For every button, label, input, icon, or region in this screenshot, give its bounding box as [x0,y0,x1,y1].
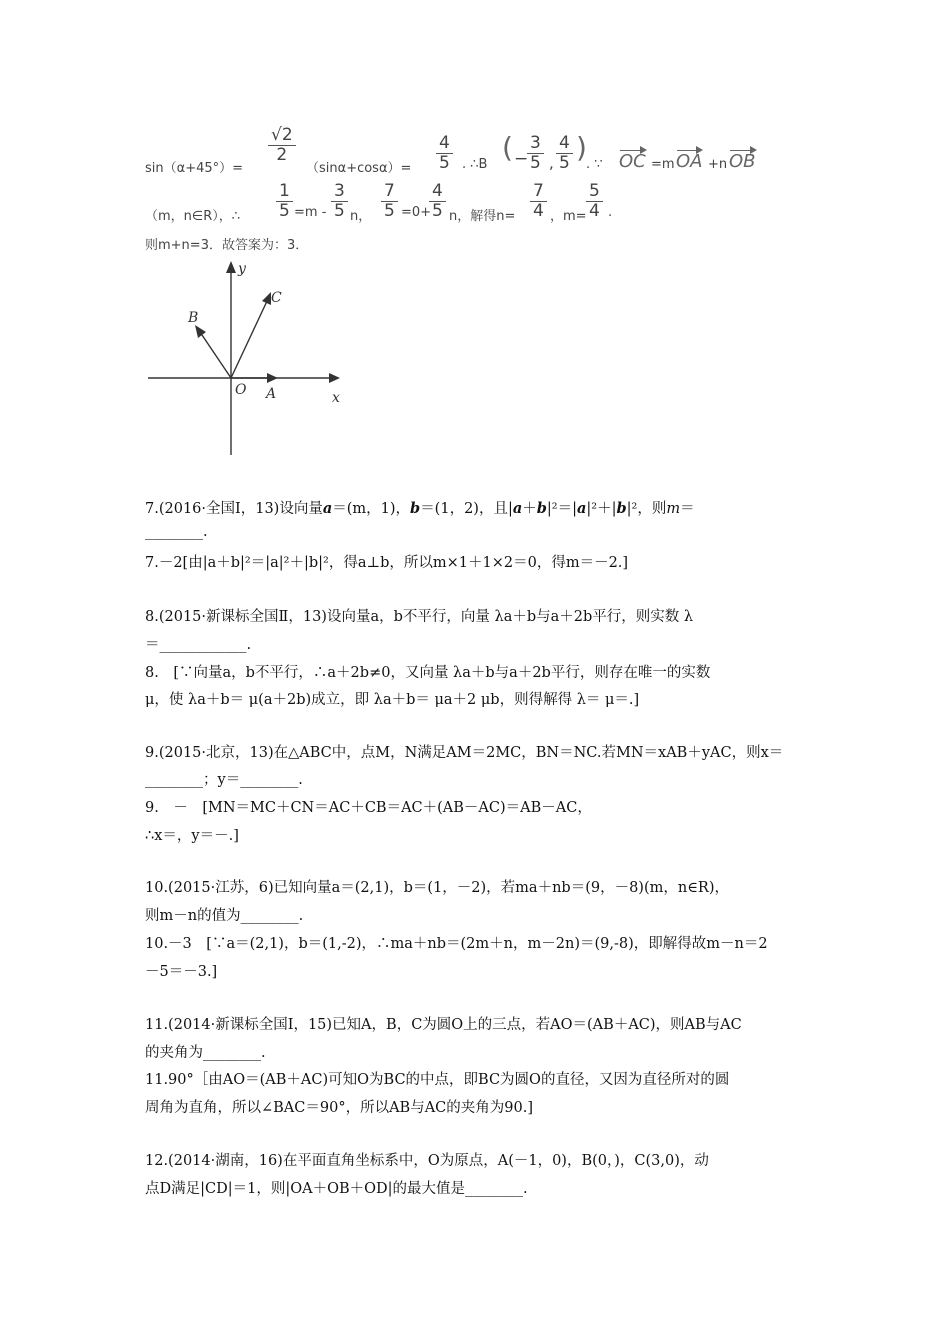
fraction-denominator: 5 [279,201,290,221]
problem-10-answer-line2: －5＝－3.] [145,964,218,980]
fraction-numerator: 4 [429,182,446,202]
problem-10-blank: 则m－n的值为________. [145,908,304,924]
variable-m: m [666,501,681,517]
question-text: |²＋| [586,501,617,517]
fraction-denominator: 4 [589,201,600,221]
problem-7-question [145,497,695,518]
fraction-numerator: 4 [436,134,453,154]
problem-10-question: 10.(2015·江苏，6)已知向量a＝(2,1)，b＝(1，－2)，若ma＋nb＝(9，－8)(m，n∈R)， [145,880,730,896]
point-C-label: C [271,290,282,306]
problem-10-answer-line1: 10.－3 [∵a＝(2,1)，b＝(1,-2)，∴ma＋nb＝(2m＋n，m－2n)＝(9,-8)，即解得故m－n＝2 [145,936,768,952]
origin-label: O [235,382,247,398]
plus-n: +n [708,157,728,172]
problem-12-question: 12.(2014·湖南，16)在平面直角坐标系中，O为原点，A(－1，0)，B(0，)，C(3,0)，动 [145,1153,709,1169]
fraction-numerator: 3 [527,134,544,154]
x-axis-arrow [329,373,340,383]
equals-m-minus: =m - [294,205,327,220]
problem-9-question: 9.(2015·北京，13)在△ABC中，点M，N满足AM＝2MC，BN＝NC.若MN＝xAB＋yAC，则x＝ [145,745,784,761]
y-label: y [238,261,246,277]
question-text: ＝(m，1)， [332,501,411,517]
because-sign: . ∵ [586,157,603,172]
problem-11-answer-line1: 11.90°［由AO＝(AB＋AC)可知O为BC的中点，即BC为圆O的直径，又因为直径所对的圆 [145,1072,730,1088]
problem-8-question: 8.(2015·新课标全国Ⅱ，13)设向量a，b不平行，向量 λa＋b与a＋2b平行，则实数 λ [145,609,694,625]
vector-a: a [576,500,587,517]
point-B-label: B [188,310,199,326]
fraction-denominator: 2 [276,145,288,165]
question-text: ＝ [680,501,695,517]
fraction-numerator: 4 [556,134,573,154]
sum-expression: （sinα+cosα）= [306,161,412,176]
fraction-denominator: 5 [384,201,395,221]
fraction-4-over-5 [436,134,453,173]
vector-OB: OB [729,151,756,172]
point-A-label: A [266,386,277,402]
question-text: ＋ [522,501,537,517]
y-axis-arrow [226,261,236,273]
fraction-4-over-5-c [429,182,446,221]
x-label: x [332,390,340,406]
fraction-numerator: 3 [331,182,348,202]
problem-9-answer-line2: ∴x＝，y＝－.] [145,828,239,844]
fraction-denominator: 5 [334,201,345,221]
fraction-5-over-4 [586,182,603,221]
n-comma: n， [350,209,372,224]
vector-B-arrow [195,325,206,338]
left-paren: ( [502,131,513,164]
n-solve: n，解得n= [449,209,516,224]
sin-expression: sin（α+45°）= [145,161,244,176]
fraction-numerator: √2 [268,126,296,146]
vector-OC: OC [619,151,646,172]
problem-7-blank: ________. [145,524,208,540]
comma: , [549,154,554,172]
equals-zero-plus: =0+ [401,205,432,220]
vector-diagram [140,255,360,465]
fraction-denominator: 5 [432,201,443,221]
problem-12-blank: 点D满足|CD|＝1，则|OA＋OB＋OD|的最大值是________. [145,1181,528,1197]
m-equals: ，m= [550,209,587,224]
fraction-7-over-4 [530,182,547,221]
vector-b: b [536,500,547,517]
minus-sign: − [514,149,529,169]
vector-a: a [322,500,333,517]
fraction-numerator: 5 [586,182,603,202]
conclusion-line: 则m+n=3．故答案为：3． [145,238,309,253]
fraction-numerator: 1 [276,182,293,202]
therefore-B: . ∴B [462,157,488,172]
fraction-sqrt2-over-2 [268,126,296,165]
fraction-4-over-5-b [556,134,573,173]
problem-8-answer-line2: μ，使 λa＋b＝ μ(a＋2b)成立，即 λa＋b＝ μa＋2 μb，则得解得 λ＝ μ＝.] [145,692,640,708]
vector-OA: OA [676,151,703,172]
problem-8-blank: ＝____________. [145,637,252,653]
right-paren: ) [576,131,587,164]
vector-a: a [512,500,523,517]
equals-m: =m [651,157,675,172]
fraction-numerator: 7 [381,182,398,202]
question-text: 7.(2016·全国Ⅰ，13)设向量 [145,501,323,517]
vector-B-line [200,332,231,378]
period: . [608,205,613,220]
fraction-denominator: 5 [439,153,450,173]
problem-11-blank: 的夹角为________. [145,1045,266,1061]
fraction-numerator: 7 [530,182,547,202]
problem-11-answer-line2: 周角为直角，所以∠BAC＝90°，所以AB与AC的夹角为90.] [145,1100,533,1116]
question-text: ＝(1，2)，且| [420,501,513,517]
question-text: |²＝| [546,501,577,517]
problem-8-answer-line1: 8. [∵向量a，b不平行，∴a＋2b≠0，又向量 λa＋b与a＋2b平行，则存在唯一的实数 [145,665,711,681]
problem-9-answer-line1: 9. － [MN＝MC＋CN＝AC＋CB＝AC＋(AB－AC)＝AB－AC， [145,800,592,816]
fraction-7-over-5 [381,182,398,221]
vector-C-line [231,299,268,378]
fraction-denominator: 4 [533,201,544,221]
fraction-denominator: 5 [530,153,541,173]
fraction-1-over-5 [276,182,293,221]
fraction-3-over-5 [527,134,544,173]
vector-b: b [410,500,421,517]
problem-7-answer: 7.－2[由|a＋b|²＝|a|²＋|b|²，得a⊥b，所以m×1＋1×2＝0，得m＝－2.] [145,555,629,571]
vector-b: b [616,500,627,517]
m-n-in-R: （m，n∈R），∴ [145,209,241,224]
problem-9-blank: ________；y＝________. [145,772,303,788]
problem-11-question: 11.(2014·新课标全国Ⅰ，15)已知A，B，C为圆O上的三点，若AO＝(AB＋AC)，则AB与AC [145,1017,742,1033]
question-text: |²，则 [626,501,667,517]
fraction-3-over-5-b [331,182,348,221]
fraction-denominator: 5 [559,153,570,173]
vector-A-arrow [267,373,278,383]
